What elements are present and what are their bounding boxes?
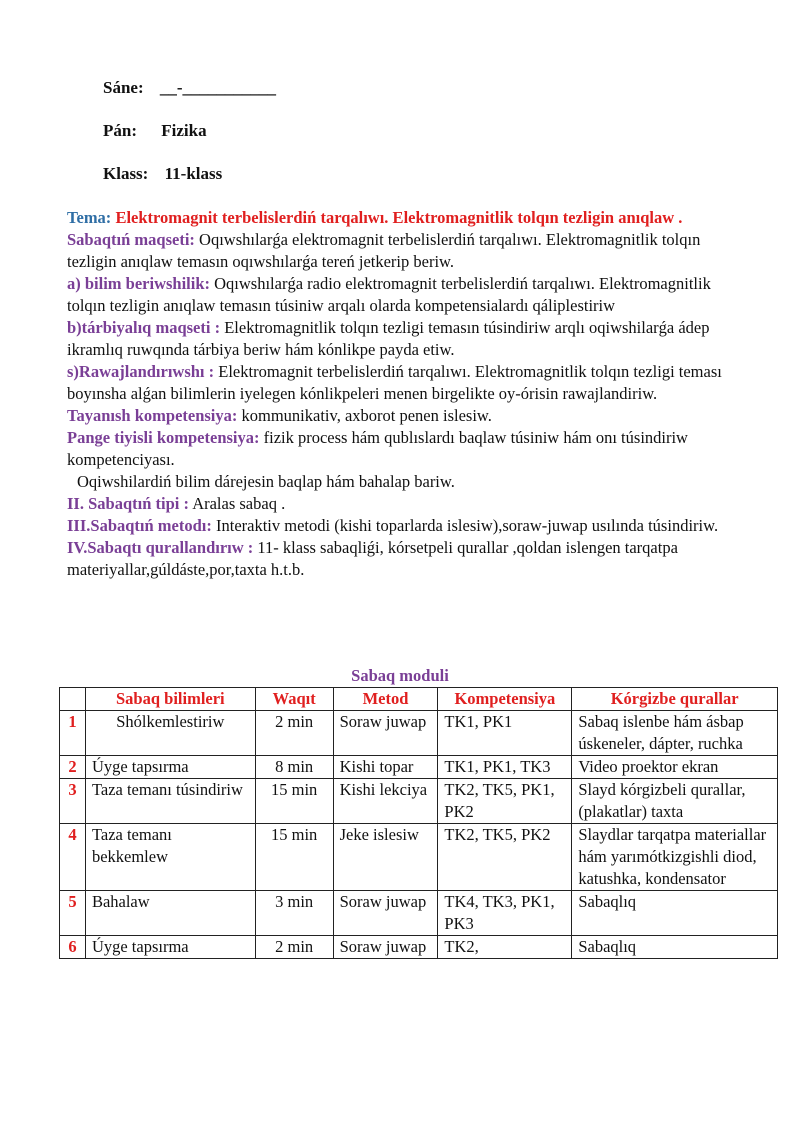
sabaq-cell: Bahalaw (85, 891, 255, 936)
sabaq-cell: Shólkemlestiriw (85, 711, 255, 756)
header-cell: Waqıt (255, 688, 333, 711)
module-table-title: Sabaq moduli (351, 666, 449, 685)
row-number: 5 (60, 891, 86, 936)
metodi-text: Interaktiv metodi (kishi toparlarda islesiw),soraw-juwap usılında túsindiriw. (216, 516, 719, 535)
tayanish-text: kommunikativ, axborot penen islesiw. (241, 406, 492, 425)
bilim-paragraph (67, 273, 739, 317)
pange-paragraph (67, 427, 739, 471)
tayanish-paragraph (67, 405, 739, 427)
row-number: 3 (60, 779, 86, 824)
maqseti-label: Sabaqtıń maqseti: (67, 230, 195, 249)
sabaq-cell: Taza temanı bekkemlew (85, 824, 255, 891)
table-row (60, 756, 778, 779)
qurallar-cell: Slayd kórgizbeli qurallar, (plakatlar) taxta (572, 779, 778, 824)
metod-cell: Kishi lekciya (333, 779, 438, 824)
qurallar-cell: Sabaqlıq (572, 891, 778, 936)
header-cell (60, 688, 86, 711)
waqit-cell: 3 min (255, 891, 333, 936)
qurallar-cell: Video proektor ekran (572, 756, 778, 779)
header-cell: Metod (333, 688, 438, 711)
date-line (103, 78, 276, 98)
maqseti-paragraph (67, 229, 739, 273)
metod-cell: Soraw juwap (333, 711, 438, 756)
bilim-text: Oqıwshılarǵa radio elektromagnit terbelislerdiń tarqalıwı. Elektromagnitlik tolqın tezligin anıqlaw temasın túsiniw arqalı olarda kompetensialardı qáliplestiriw (67, 274, 711, 315)
waqit-cell: 8 min (255, 756, 333, 779)
date-label: Sáne: (103, 78, 144, 97)
tema-paragraph (67, 207, 739, 229)
pange-text: fizik process hám qublıslardı baqlaw túsiniw hám onı túsindiriw kompetenciyası. (67, 428, 688, 469)
table-row (60, 711, 778, 756)
metodi-label: III.Sabaqtıń metodı: (67, 516, 212, 535)
kompetensiya-cell: TK4, TK3, PK1, PK3 (438, 891, 572, 936)
metod-cell: Soraw juwap (333, 936, 438, 959)
date-value: __-___________ (159, 78, 277, 97)
tarbiya-text: Elektromagnitlik tolqın tezligi temasın túsindiriw arqlı oqiwshilarǵa ádep ikramlıq ruwqında tárbiya beriw hám kónlikpe payda etiw. (67, 318, 710, 359)
subject-label: Pán: (103, 121, 137, 140)
row-number: 1 (60, 711, 86, 756)
row-number: 6 (60, 936, 86, 959)
qurallar-cell: Slaydlar tarqatpa materiallar hám yarımótkizgishli diod, katushka, kondensator (572, 824, 778, 891)
pange-label: Pange tiyisli kompetensiya: (67, 428, 260, 447)
tipi-text: Aralas sabaq . (192, 494, 286, 513)
tayanish-label: Tayanısh kompetensiya: (67, 406, 238, 425)
table-row (60, 824, 778, 891)
tarbiya-label: b)tárbiyalıq maqseti : (67, 318, 221, 337)
table-row (60, 779, 778, 824)
class-line (103, 164, 222, 184)
rawaj-label: s)Rawajlandırıwshı : (67, 362, 215, 381)
subject-value: Fizika (161, 121, 207, 140)
row-number: 4 (60, 824, 86, 891)
kompetensiya-cell: TK2, TK5, PK1, PK2 (438, 779, 572, 824)
qural-paragraph (67, 537, 739, 581)
metod-cell: Soraw juwap (333, 891, 438, 936)
sabaq-cell: Úyge tapsırma (85, 936, 255, 959)
tema-label: Tema: (67, 208, 112, 227)
metod-cell: Kishi topar (333, 756, 438, 779)
baqlap-paragraph: Oqiwshilardiń bilim dárejesin baqlap hám bahalap bariw. (77, 472, 455, 491)
table-header-row (60, 688, 778, 711)
waqit-cell: 15 min (255, 779, 333, 824)
tarbiya-paragraph (67, 317, 739, 361)
bilim-label: a) bilim beriwshilik: (67, 274, 211, 293)
waqit-cell: 15 min (255, 824, 333, 891)
table-row (60, 936, 778, 959)
tipi-label: II. Sabaqtıń tipi : (67, 494, 189, 513)
rawaj-paragraph (67, 361, 739, 405)
metod-cell: Jeke islesiw (333, 824, 438, 891)
kompetensiya-cell: TK1, PK1, TK3 (438, 756, 572, 779)
qural-label: IV.Sabaqtı qurallandırıw : (67, 538, 254, 557)
header-cell: Kórgizbe qurallar (572, 688, 778, 711)
module-table (59, 687, 778, 959)
rawaj-text: Elektromagnit terbelislerdiń tarqalıwı. Elektromagnitlik tolqın tezligi teması boyınsha alǵan bilimlerin iyelegen kónlikpeleri menen birgelikte oy-órisin rawajlandiriw. (67, 362, 722, 403)
sabaq-cell: Taza temanı túsindiriw (85, 779, 255, 824)
lesson-plan-text (67, 207, 739, 581)
qurallar-cell: Sabaq islenbe hám ásbap úskeneler, dápter, ruchka (572, 711, 778, 756)
waqit-cell: 2 min (255, 936, 333, 959)
sabaq-cell: Úyge tapsırma (85, 756, 255, 779)
kompetensiya-cell: TK2, TK5, PK2 (438, 824, 572, 891)
class-label: Klass: (103, 164, 149, 183)
table-row (60, 891, 778, 936)
header-cell: Kompetensiya (438, 688, 572, 711)
maqseti-text: Oqıwshılarǵa elektromagnit terbelislerdiń tarqalıwı. Elektromagnitlik tolqın tezligin anıqlaw temasın oqıwshılarǵa tereń jetkerip beriw. (67, 230, 701, 271)
qurallar-cell: Sabaqlıq (572, 936, 778, 959)
tema-text: Elektromagnit terbelislerdiń tarqalıwı. Elektromagnitlik tolqın tezligin anıqlaw . (115, 208, 683, 227)
waqit-cell: 2 min (255, 711, 333, 756)
metodi-paragraph (67, 515, 739, 537)
class-value: 11-klass (164, 164, 223, 183)
row-number: 2 (60, 756, 86, 779)
tipi-paragraph (67, 493, 739, 515)
kompetensiya-cell: TK1, PK1 (438, 711, 572, 756)
kompetensiya-cell: TK2, (438, 936, 572, 959)
subject-line (103, 121, 207, 141)
qural-text: 11- klass sabaqliǵi, kórsetpeli qurallar ,qoldan islengen tarqatpa materiyallar,gúldáste,por,taxta h.t.b. (67, 538, 678, 579)
header-cell: Sabaq bilimleri (85, 688, 255, 711)
